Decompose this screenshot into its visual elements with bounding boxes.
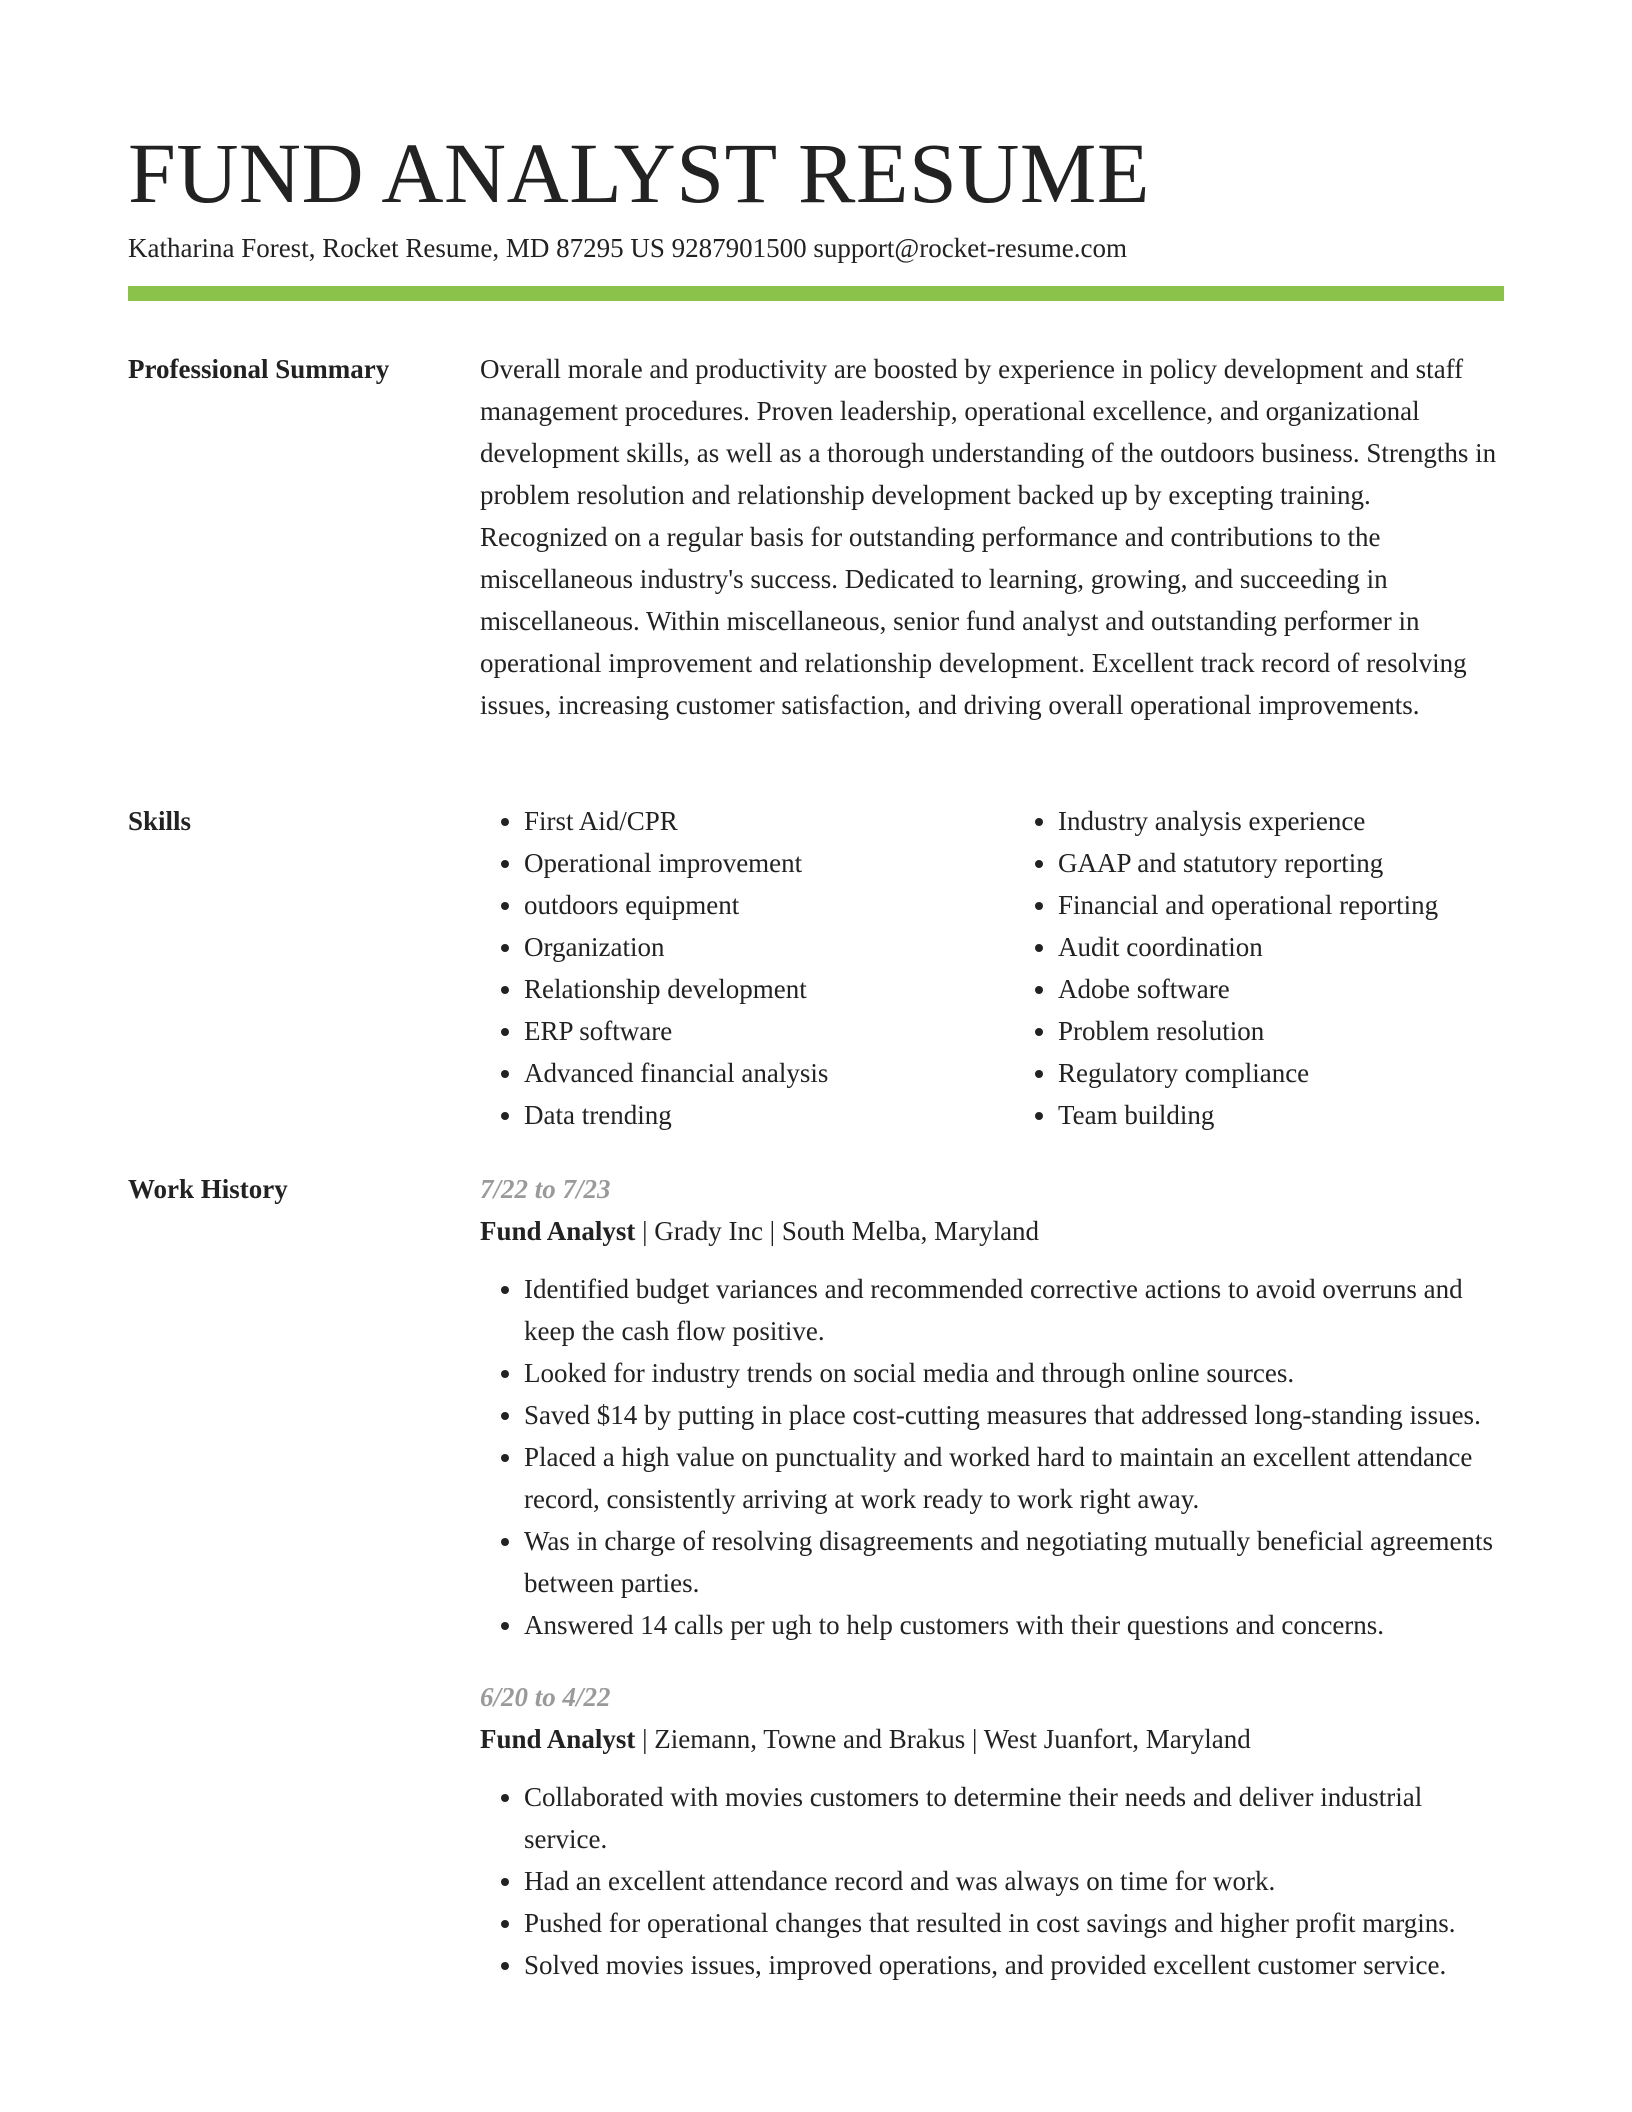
resume-title: FUND ANALYST RESUME (128, 125, 1150, 221)
skill-item: • Adobe software (1058, 968, 1504, 1010)
work-history-body (480, 1168, 1504, 2016)
job-bullet: • Looked for industry trends on social media and through online sources. (524, 1352, 1504, 1394)
job-heading (480, 1718, 1504, 1760)
job-bullet: • Saved $14 by putting in place cost-cutting measures that addressed long-standing issues. (524, 1394, 1504, 1436)
job-bullets (480, 1268, 1504, 1646)
job-bullet: • Answered 14 calls per ugh to help customers with their questions and concerns. (524, 1604, 1504, 1646)
skill-item: • Organization (524, 926, 970, 968)
job-dates: 6/20 to 4/22 (480, 1682, 611, 1712)
work-history-heading: Work History (128, 1174, 288, 1204)
skills-list-left (480, 800, 970, 1136)
job-bullet: • Solved movies issues, improved operations, and provided excellent customer service. (524, 1944, 1504, 1986)
skill-item: • Problem resolution (1058, 1010, 1504, 1052)
job-heading (480, 1210, 1504, 1252)
summary-text: Overall morale and productivity are boosted by experience in policy development and staff management procedures. Proven leadership, operational excellence, and organizational development skills, as well as a thorough understanding of the outdoors business. Strengths in problem resolution and relationship development backed up by excepting training. Recognized on a regular basis for outstanding performance and contributions to the miscellaneous industry's success. Dedicated to learning, growing, and succeeding in miscellaneous. Within miscellaneous, senior fund analyst and outstanding performer in operational improvement and relationship development. Excellent track record of resolving issues, increasing customer satisfaction, and driving overall operational improvements. (480, 354, 1497, 720)
job-bullet: • Placed a high value on punctuality and worked hard to maintain an excellent attendance record, consistently arriving at work ready to work right away. (524, 1436, 1504, 1520)
skill-item: • GAAP and statutory reporting (1058, 842, 1504, 884)
skill-item: • ERP software (524, 1010, 970, 1052)
job-entry (480, 1676, 1504, 1986)
header-divider (128, 286, 1504, 301)
summary-heading: Professional Summary (128, 354, 390, 384)
job-bullet: • Identified budget variances and recommended corrective actions to avoid overruns and keep the cash flow positive. (524, 1268, 1504, 1352)
contact-line: Katharina Forest, Rocket Resume, MD 87295 US 9287901500 support@rocket-resume.com (128, 233, 1127, 263)
skill-item: • Advanced financial analysis (524, 1052, 970, 1094)
job-bullet: • Pushed for operational changes that resulted in cost savings and higher profit margins. (524, 1902, 1504, 1944)
job-details: | Ziemann, Towne and Brakus | West Juanfort, Maryland (635, 1724, 1251, 1754)
skill-item: • Audit coordination (1058, 926, 1504, 968)
skill-item: • Regulatory compliance (1058, 1052, 1504, 1094)
summary-body (480, 348, 1504, 726)
job-title: Fund Analyst (480, 1724, 636, 1754)
skill-item: • outdoors equipment (524, 884, 970, 926)
job-bullet: • Had an excellent attendance record and was always on time for work. (524, 1860, 1504, 1902)
skills-columns (480, 800, 1504, 1136)
skills-heading: Skills (128, 806, 192, 836)
job-details: | Grady Inc | South Melba, Maryland (635, 1216, 1040, 1246)
skills-body (480, 800, 1504, 1136)
skill-item: • Data trending (524, 1094, 970, 1136)
job-title: Fund Analyst (480, 1216, 636, 1246)
skill-item: • Relationship development (524, 968, 970, 1010)
skill-item: • Financial and operational reporting (1058, 884, 1504, 926)
skill-item: • Operational improvement (524, 842, 970, 884)
skill-item: • Industry analysis experience (1058, 800, 1504, 842)
job-bullet: • Collaborated with movies customers to determine their needs and deliver industrial service. (524, 1776, 1504, 1860)
job-dates: 7/22 to 7/23 (480, 1174, 611, 1204)
skills-list-right (1014, 800, 1504, 1136)
skill-item: • Team building (1058, 1094, 1504, 1136)
job-bullet: • Was in charge of resolving disagreements and negotiating mutually beneficial agreements between parties. (524, 1520, 1504, 1604)
skill-item: • First Aid/CPR (524, 800, 970, 842)
job-bullets (480, 1776, 1504, 1986)
job-entry (480, 1168, 1504, 1646)
